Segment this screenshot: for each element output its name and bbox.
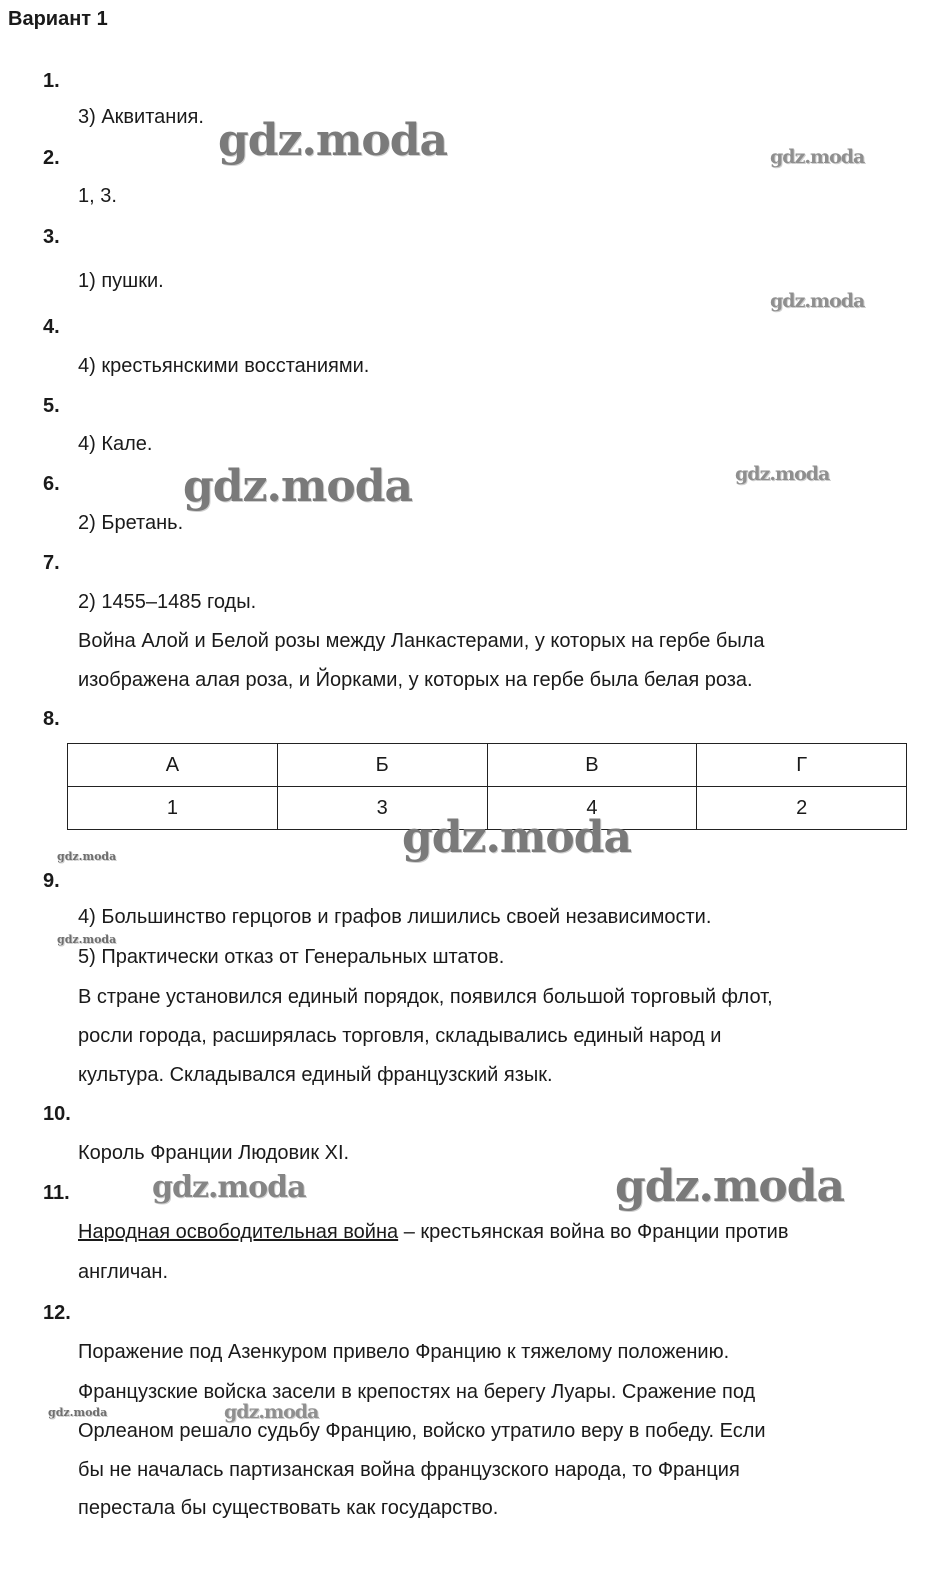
watermark: gdz.moda [57,850,117,863]
answer-11-line-2: англичан. [78,1261,169,1283]
table-header-cell: В [487,744,697,787]
answer-9-line-3: В стране установился единый порядок, появился большой торговый флот, [78,986,773,1008]
watermark: gdz.moda [402,812,632,863]
answer-10: Король Франции Людовик XI. [78,1142,350,1164]
answer-1: 3) Аквитания. [78,106,204,128]
table-cell: 1 [68,787,278,830]
question-number-11: 11. [43,1182,70,1204]
question-number-4: 4. [43,316,60,338]
page-title: Вариант 1 [8,8,108,30]
table-cell: 3 [277,787,487,830]
question-number-9: 9. [43,870,60,892]
table-cell: 4 [487,787,697,830]
question-number-8: 8. [43,708,60,730]
watermark: gdz.moda [770,290,865,312]
answer-3: 1) пушки. [78,270,164,292]
answer-7-line-3: изображена алая роза, и Йорками, у которых на гербе была белая роза. [78,669,753,691]
watermark: gdz.moda [615,1161,845,1212]
definition: – крестьянская война во Франции против [398,1221,789,1243]
answer-7-line-2: Война Алой и Белой розы между Ланкастерами, у которых на гербе была [78,630,765,652]
watermark: gdz.moda [57,933,117,946]
question-number-10: 10. [43,1103,71,1125]
answer-12-line-3: Орлеаном решало судьбу Францию, войско утратило веру в победу. Если [78,1420,766,1442]
table-cell: 2 [697,787,907,830]
watermark: gdz.moda [183,461,413,512]
answer-9-line-2: 5) Практически отказ от Генеральных штатов. [78,946,505,968]
answer-9-line-5: культура. Складывался единый французский язык. [78,1064,553,1086]
answer-12-line-4: бы не началась партизанская война французского народа, то Франция [78,1459,740,1481]
term: Народная освободительная война [78,1221,399,1243]
table-header-row [68,744,907,787]
answer-9-line-1: 4) Большинство герцогов и графов лишились своей независимости. [78,906,712,928]
answer-11-line-1 [78,1221,788,1244]
watermark: gdz.moda [48,1406,108,1419]
answer-12-line-5: перестала бы существовать как государство. [78,1497,499,1519]
table-header-cell: А [68,744,278,787]
watermark: gdz.moda [770,146,865,168]
table-header-cell: Б [277,744,487,787]
answer-12-line-1: Поражение под Азенкуром привело Францию к тяжелому положению. [78,1341,730,1363]
question-number-5: 5. [43,395,60,417]
question-number-1: 1. [43,70,60,92]
watermark: gdz.moda [218,115,448,166]
question-number-3: 3. [43,226,60,248]
answer-5: 4) Кале. [78,433,153,455]
answer-2: 1, 3. [78,185,117,207]
answer-9-line-4: росли города, расширялась торговля, складывались единый народ и [78,1025,722,1047]
answer-6: 2) Бретань. [78,512,184,534]
table-header-cell: Г [697,744,907,787]
watermark: gdz.moda [735,463,830,485]
question-number-2: 2. [43,147,60,169]
question-number-12: 12. [43,1302,71,1324]
watermark: gdz.moda [152,1170,306,1205]
question-number-6: 6. [43,473,60,495]
watermark: gdz.moda [224,1401,319,1423]
answer-4: 4) крестьянскими восстаниями. [78,355,370,377]
question-number-7: 7. [43,552,60,574]
answer-12-line-2: Французские войска засели в крепостях на берегу Луары. Сражение под [78,1381,756,1403]
answer-7-line-1: 2) 1455–1485 годы. [78,591,257,613]
